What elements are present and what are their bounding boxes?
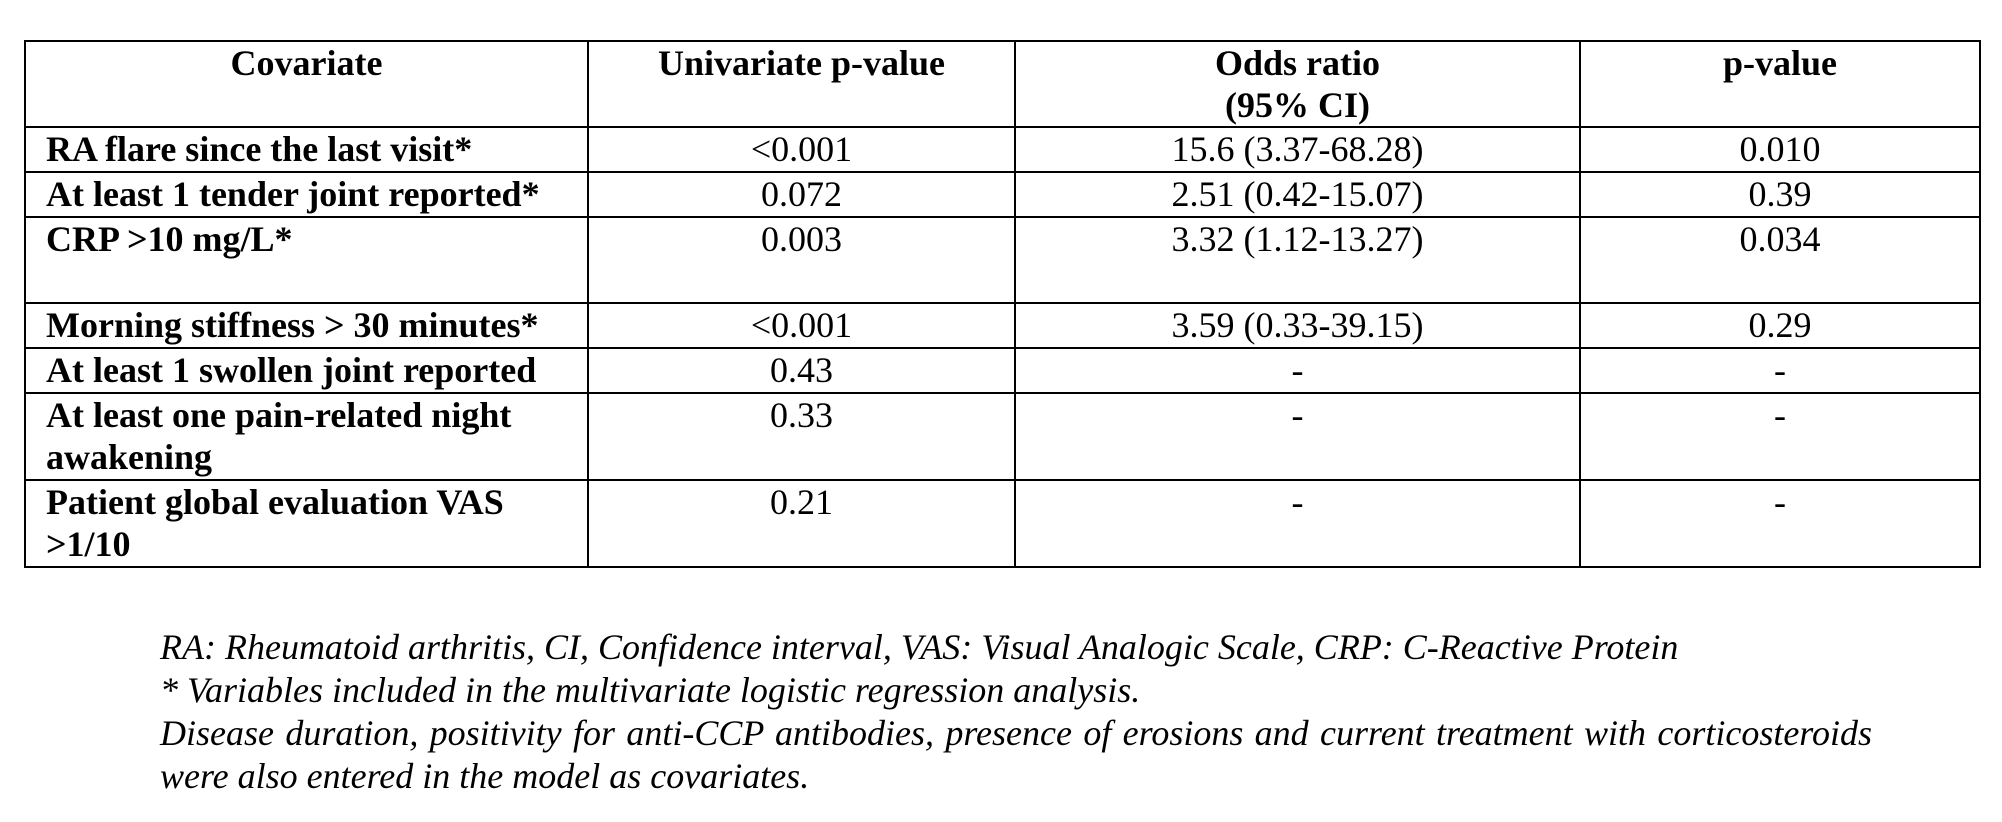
covariate-cell: RA flare since the last visit* [25, 127, 588, 172]
odds-ratio-cell: 3.59 (0.33-39.15) [1015, 303, 1580, 348]
univariate-p-cell: 0.43 [588, 348, 1015, 393]
table-row [25, 127, 1980, 172]
odds-ratio-cell: 15.6 (3.37-68.28) [1015, 127, 1580, 172]
univariate-p-cell: <0.001 [588, 303, 1015, 348]
p-value-cell: 0.39 [1580, 172, 1980, 217]
odds-ratio-cell: 2.51 (0.42-15.07) [1015, 172, 1580, 217]
covariate-cell: Patient global evaluation VAS >1/10 [25, 480, 588, 567]
univariate-p-cell: 0.33 [588, 393, 1015, 480]
p-value-cell: - [1580, 480, 1980, 567]
header-odds-ratio-line2: (95% CI) [1225, 85, 1370, 125]
header-odds-ratio-line1: Odds ratio [1214, 43, 1381, 83]
covariate-cell: CRP >10 mg/L* [25, 217, 588, 303]
header-covariate: Covariate [25, 41, 588, 127]
odds-ratio-cell: - [1015, 480, 1580, 567]
univariate-p-cell: <0.001 [588, 127, 1015, 172]
header-univariate-p-value: Univariate p-value [588, 41, 1015, 127]
asterisk-note: * Variables included in the multivariate logistic regression analysis. [160, 670, 1141, 710]
covariates-note: Disease duration, positivity for anti-CCP antibodies, presence of erosions and current treatment with corticosteroids were also entered in the model as covariates. [160, 713, 1872, 796]
covariate-cell: At least 1 tender joint reported* [25, 172, 588, 217]
p-value-cell: 0.034 [1580, 217, 1980, 303]
table-header-row [25, 41, 1980, 127]
univariate-p-cell: 0.072 [588, 172, 1015, 217]
table-row [25, 172, 1980, 217]
table-footnotes [160, 626, 1872, 798]
table-row [25, 217, 1980, 303]
p-value-cell: - [1580, 393, 1980, 480]
table-row [25, 480, 1980, 567]
covariate-cell: At least 1 swollen joint reported [25, 348, 588, 393]
univariate-p-cell: 0.003 [588, 217, 1015, 303]
header-p-value: p-value [1580, 41, 1980, 127]
table-row [25, 348, 1980, 393]
covariate-cell: At least one pain-related night awakening [25, 393, 588, 480]
p-value-cell: 0.010 [1580, 127, 1980, 172]
table-row [25, 303, 1980, 348]
univariate-p-cell: 0.21 [588, 480, 1015, 567]
table-row [25, 393, 1980, 480]
odds-ratio-cell: - [1015, 393, 1580, 480]
abbreviations-note: RA: Rheumatoid arthritis, CI, Confidence interval, VAS: Visual Analogic Scale, CRP: C-Reactive Protein [160, 627, 1679, 667]
p-value-cell: - [1580, 348, 1980, 393]
odds-ratio-cell: 3.32 (1.12-13.27) [1015, 217, 1580, 303]
header-odds-ratio [1015, 41, 1580, 127]
covariate-cell: Morning stiffness > 30 minutes* [25, 303, 588, 348]
p-value-cell: 0.29 [1580, 303, 1980, 348]
results-table [24, 40, 1981, 568]
odds-ratio-cell: - [1015, 348, 1580, 393]
